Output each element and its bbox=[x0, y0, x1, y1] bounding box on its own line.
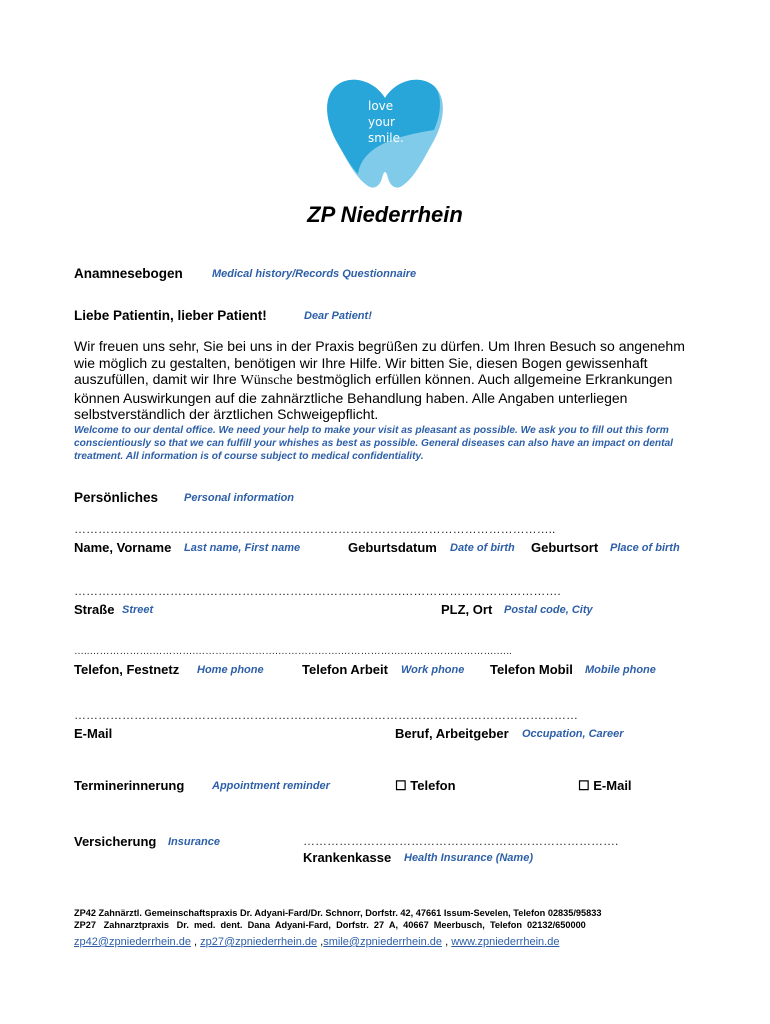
greeting: Liebe Patientin, lieber Patient! bbox=[74, 308, 267, 323]
email-label: E-Mail bbox=[74, 726, 113, 741]
occupation-label: Beruf, Arbeitgeber bbox=[395, 726, 509, 741]
birthplace-translation: Place of birth bbox=[610, 542, 680, 554]
phone-work-translation: Work phone bbox=[401, 664, 465, 676]
insurance-translation: Insurance bbox=[168, 836, 220, 848]
street-translation: Street bbox=[122, 604, 154, 616]
heart-logo-icon bbox=[326, 76, 444, 188]
reminder-email-checkbox[interactable]: ☐ E-Mail bbox=[578, 778, 632, 793]
logo bbox=[326, 76, 444, 193]
intro-text-en: Welcome to our dental office. We need your help to make your visit as pleasant as possible. We ask you to fill out this form conscientiously so that we can fulfill your whishes as best as possible. General diseases can also have an impact on dental treatment. All information is of course subject to medical confidentiality. bbox=[74, 425, 673, 462]
occupation-translation: Occupation, Career bbox=[522, 728, 624, 740]
phone-home-label: Telefon, Festnetz bbox=[74, 662, 180, 677]
name-label: Name, Vorname bbox=[74, 540, 172, 555]
birthdate-label: Geburtsdatum bbox=[348, 540, 437, 555]
logo-line-3: smile. bbox=[368, 131, 404, 145]
birthplace-label: Geburtsort bbox=[531, 540, 599, 555]
email-link-zp42[interactable]: zp42@zpniederrhein.de bbox=[74, 936, 191, 948]
birthdate-translation: Date of birth bbox=[450, 542, 515, 554]
page-title: ZP Niederrhein bbox=[307, 202, 463, 227]
name-translation: Last name, First name bbox=[184, 542, 301, 554]
intro-part-1: Wir freuen uns sehr, Sie bei uns in der Praxis begrüßen zu dürfen. Um Ihren Besuch so angenehm wie möglich zu gestalten, benötigen wir Ihre Hilfe. Wir bitten Sie, diesen Bogen gewissenhaft auszufüllen, damit wir Ihre bbox=[74, 338, 685, 387]
phone-mobile-label: Telefon Mobil bbox=[490, 662, 573, 677]
footer-address-zp27: ZP27 Zahnarztpraxis Dr. med. dent. Dana Adyani-Fard, Dorfstr. 27 A, 40667 Meerbusch, Telefon 02132/650000 bbox=[74, 920, 586, 930]
insurance-label: Versicherung bbox=[74, 834, 157, 849]
section-personal-translation: Personal information bbox=[184, 492, 295, 504]
phone-input-line[interactable]: …..……………….………….…………………….……………….……………….……………………….….. bbox=[74, 646, 512, 657]
form-type-translation: Medical history/Records Questionnaire bbox=[212, 268, 417, 280]
intro-text-de bbox=[74, 338, 704, 423]
email-link-zp27[interactable]: zp27@zpniederrhein.de bbox=[200, 936, 318, 948]
footer-address-zp42: ZP42 Zahnärztl. Gemeinschaftspraxis Dr. Adyani-Fard/Dr. Schnorr, Dorfstr. 42, 47661 Issum-Sevelen, Telefon 02835/95833 bbox=[74, 908, 602, 918]
reminder-phone-checkbox[interactable]: ☐ Telefon bbox=[395, 778, 456, 793]
reminder-label: Terminerinnerung bbox=[74, 778, 185, 793]
phone-mobile-translation: Mobile phone bbox=[585, 664, 656, 676]
logo-line-1: love bbox=[368, 99, 394, 113]
section-personal-heading: Persönliches bbox=[74, 490, 159, 505]
footer-links: zp42@zpniederrhein.de , zp27@zpniederrhein.de ,smile@zpniederrhein.de , www.zpniederrhein.de bbox=[74, 936, 560, 948]
intro-wishes-word: Wünsche bbox=[240, 373, 293, 388]
reminder-translation: Appointment reminder bbox=[212, 780, 330, 792]
greeting-translation: Dear Patient! bbox=[304, 310, 372, 322]
logo-line-2: your bbox=[368, 115, 395, 129]
street-label: Straße bbox=[74, 602, 115, 617]
email-occupation-input-line[interactable]: ……………………………………………………………………………………………………………… bbox=[74, 708, 578, 722]
website-link[interactable]: www.zpniederrhein.de bbox=[451, 936, 560, 948]
phone-work-label: Telefon Arbeit bbox=[302, 662, 388, 677]
health-insurance-label: Krankenkasse bbox=[303, 850, 392, 865]
health-insurance-input-line[interactable]: ……………………………………………………………………. bbox=[303, 834, 619, 848]
intro-part-2: bestmöglich erfüllen können. Auch allgemeine Erkrankungen können Auswirkungen auf die zahnärztliche Behandlung haben. Alle Angaben unterliegen selbstverständlich der ärztlichen Schweigepflicht. bbox=[74, 371, 673, 422]
zip-city-label: PLZ, Ort bbox=[441, 602, 493, 617]
email-link-smile[interactable]: smile@zpniederrhein.de bbox=[323, 936, 443, 948]
zip-city-translation: Postal code, City bbox=[504, 604, 593, 616]
phone-home-translation: Home phone bbox=[197, 664, 264, 676]
form-type-label: Anamnesebogen bbox=[74, 266, 183, 281]
name-birth-input-line[interactable]: …………………………………………………………………………..…………………………….. bbox=[74, 522, 556, 536]
health-insurance-translation: Health Insurance (Name) bbox=[404, 852, 533, 864]
address-input-line[interactable]: ……………………………………………………………………….…………………………………. bbox=[74, 584, 561, 598]
